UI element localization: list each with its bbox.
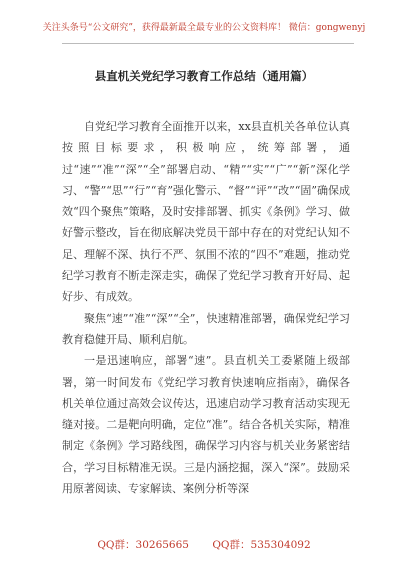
footer-contacts <box>0 537 408 552</box>
header-divider <box>62 43 354 44</box>
paragraph-details: 一是迅速响应，部署“速”。县直机关工委紧随上级部署，第一时间发布《党纪学习教育快速响应指南》，确保各机关单位通过高效会议传达，迅速启动学习教育活动实现无缝对接。二是靶向明确，定位“准”。结合各机关实际，精准制定《条例》学习路线图，确保学习内容与机关业务紧密结合，学习目标精准无误。三是内涵挖掘，深入“深”。鼓励采用原著阅读、专家解读、案例分析等深 <box>62 354 350 496</box>
document-body <box>62 116 350 499</box>
header-banner: 关注头条号“公文研究”，获得最新最全最专业的公文资料库！ 微信：gongwenyj <box>42 23 366 33</box>
footer-qq-group-2: QQ群：535304092 <box>212 539 311 551</box>
paragraph-section-heading: 聚焦“速”“准”“深”“全”，快速精准部署，确保党纪学习教育稳健开局、顺利启航。 <box>62 311 350 346</box>
footer-qq-group-1: QQ群：30265665 <box>97 539 189 551</box>
paragraph-intro: 自党纪学习教育全面推开以来，xx县直机关各单位认真按照目标要求，积极响应，统筹部署，通过“速”“准”“深”“全”部署启动、“精”“实”“广”“新”深化学习、“警”“思”“行”“育”强化警示、“督”“评”“改”“固”确保成效“四个聚焦”策略，及时安排部署、抓实《条例》学习、做好警示整改，旨在彻底解决党员干部中存在的对党纪认知不足、理解不深、执行不严、氛围不浓的“四不”难题，推动党纪学习教育不断走深走实，确保了党纪学习教育开好局、起好步、有成效。 <box>62 120 350 304</box>
document-title: 县直机关党纪学习教育工作总结（通用篇） <box>94 69 314 83</box>
